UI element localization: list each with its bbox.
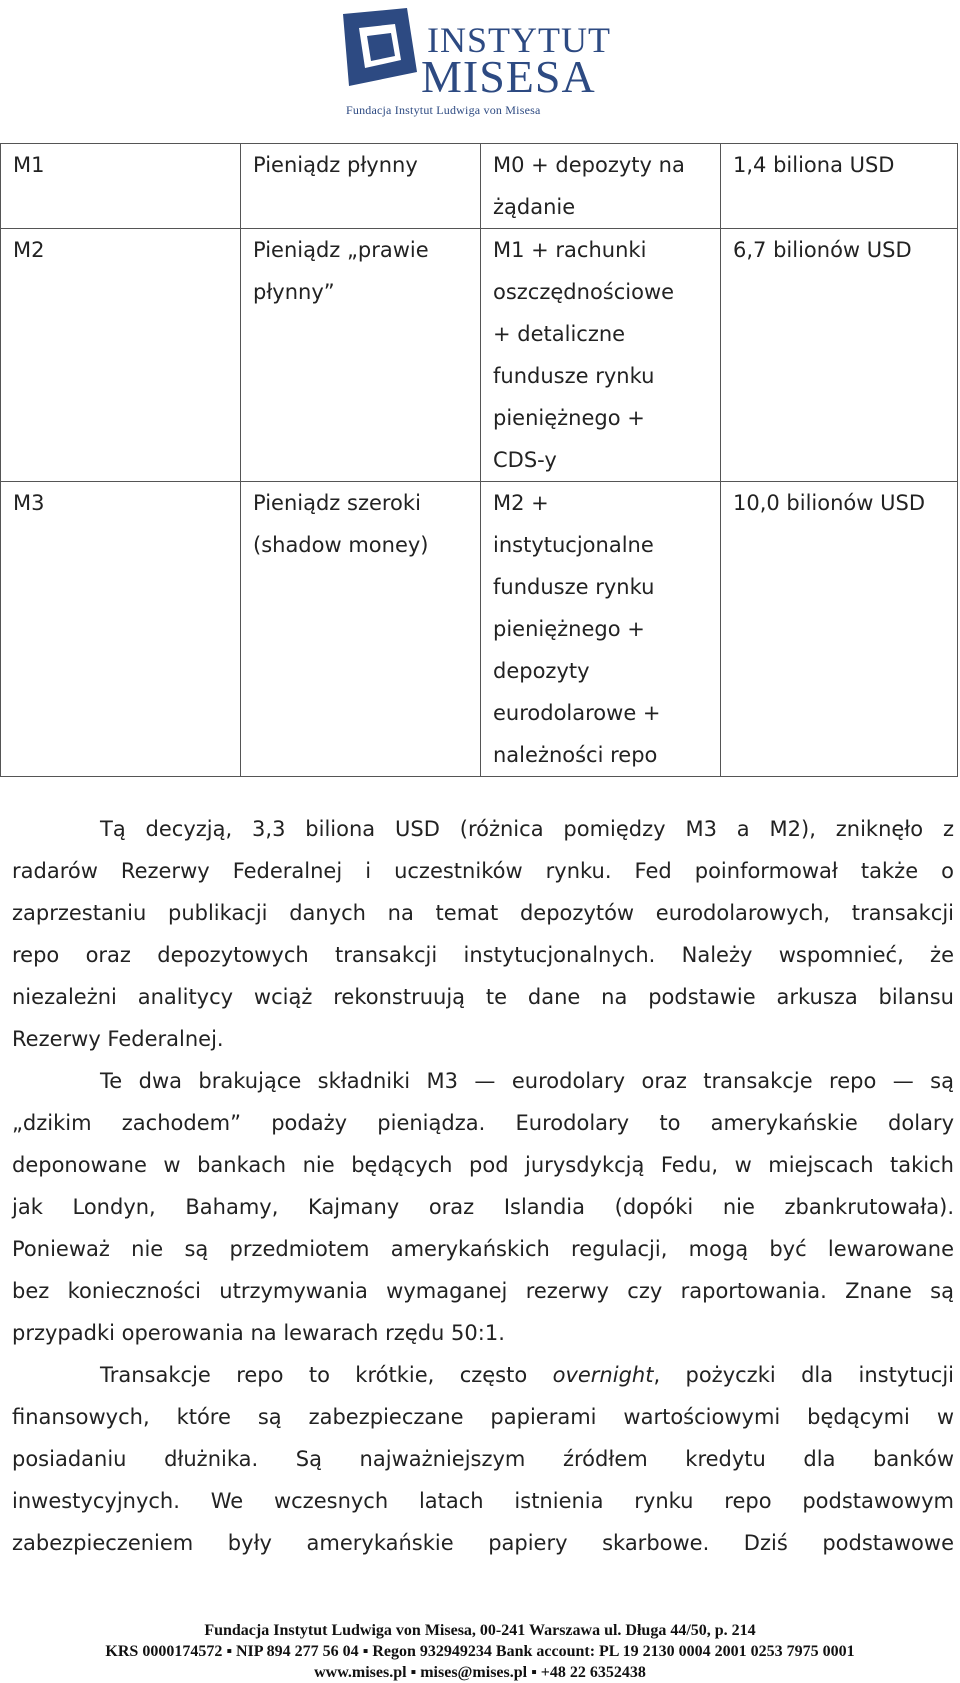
cell-text: eurodolarowe + [493, 701, 661, 725]
logo-subtitle: Fundacja Instytut Ludwiga von Misesa [346, 103, 541, 117]
cell-text: pieniężnego + [493, 617, 645, 641]
table-cell [241, 482, 481, 777]
paragraph-line: Te dwa brakujące składniki M3 — eurodolary oraz transakcje repo — są [100, 1069, 954, 1093]
footer-address: Fundacja Instytut Ludwiga von Misesa, 00-241 Warszawa ul. Długa 44/50, p. 214 [204, 1622, 756, 1639]
cell-text: M1 + rachunki [493, 238, 647, 262]
logo-word-instytut: INSTYTUT [427, 20, 611, 60]
table-cell [721, 229, 958, 482]
italic-term: overnight [552, 1363, 654, 1387]
paragraph-line: niezależni analitycy wciąż rekonstruują te dane na podstawie arkusza bilansu [12, 985, 954, 1009]
paragraph-line: „dzikim zachodem” podaży pieniądza. Eurodolary to amerykańskie dolary [12, 1111, 954, 1135]
logo-emblem-icon [337, 8, 419, 92]
paragraph-line: zabezpieczeniem były amerykańskie papiery skarbowe. Dziś podstawowe [12, 1531, 954, 1555]
table-cell [481, 229, 721, 482]
paragraph-line: Rezerwy Federalnej. [12, 1027, 224, 1051]
cell-text: 1,4 biliona USD [733, 153, 895, 177]
cell-text: M0 + depozyty na [493, 153, 685, 177]
paragraph-line: finansowych, które są zabezpieczane papierami wartościowymi będącymi w [12, 1405, 954, 1429]
paragraph-line: bez konieczności utrzymywania wymaganej rezerwy czy raportowania. Znane są [12, 1279, 954, 1303]
cell-text: Pieniądz „prawie [253, 238, 429, 262]
paragraph-line: Tą decyzją, 3,3 biliona USD (różnica pomiędzy M3 a M2), zniknęło z [100, 817, 954, 841]
cell-text: depozyty [493, 659, 590, 683]
footer-registration: KRS 0000174572 ▪ NIP 894 277 56 04 ▪ Regon 932949234 Bank account: PL 19 2130 0004 2001 0253 7975 0001 [105, 1643, 855, 1660]
logo-word-misesa: MISESA [421, 51, 596, 102]
cell-text: oszczędnościowe [493, 280, 675, 304]
table-cell [1, 229, 241, 482]
paragraph-line: inwestycyjnych. We wczesnych latach istnienia rynku repo podstawowym [12, 1489, 954, 1513]
cell-text: M1 [13, 153, 45, 177]
paragraph-line: jak Londyn, Bahamy, Kajmany oraz Islandia (dopóki nie zbankrutowała). [12, 1195, 954, 1219]
table-cell [1, 482, 241, 777]
table-cell [721, 144, 958, 229]
paragraph-line: przypadki operowania na lewarach rzędu 50:1. [12, 1321, 505, 1345]
cell-text: 6,7 bilionów USD [733, 238, 912, 262]
article-body [12, 808, 954, 1564]
paragraph-line: repo oraz depozytowych transakcji instytucjonalnych. Należy wspomnieć, że [12, 943, 954, 967]
page-footer [0, 1620, 960, 1683]
paragraph-line: zaprzestaniu publikacji danych na temat depozytów eurodolarowych, transakcji [12, 901, 954, 925]
footer-contact: www.mises.pl ▪ mises@mises.pl ▪ +48 22 6352438 [314, 1664, 646, 1681]
cell-text: płynny” [253, 280, 335, 304]
paragraph-line: posiadaniu dłużnika. Są najważniejszym źródłem kredytu dla banków [12, 1447, 954, 1471]
paragraph-1 [12, 808, 954, 1060]
cell-text: M2 [13, 238, 45, 262]
money-supply-table [0, 143, 958, 777]
table-row [1, 229, 958, 482]
cell-text: (shadow money) [253, 533, 429, 557]
paragraph-2 [12, 1060, 954, 1354]
institute-logo [337, 8, 627, 116]
table-row [1, 144, 958, 229]
cell-text: należności repo [493, 743, 658, 767]
cell-text: żądanie [493, 195, 576, 219]
cell-text: CDS-y [493, 448, 557, 472]
table-cell [721, 482, 958, 777]
paragraph-line: Transakcje repo to krótkie, często overnight, pożyczki dla instytucji [100, 1363, 954, 1387]
cell-text: Pieniądz płynny [253, 153, 418, 177]
cell-text: M3 [13, 491, 45, 515]
cell-text: fundusze rynku [493, 575, 655, 599]
table-row [1, 482, 958, 777]
table-cell [241, 229, 481, 482]
cell-text: + detaliczne [493, 322, 626, 346]
cell-text: pieniężnego + [493, 406, 645, 430]
cell-text: fundusze rynku [493, 364, 655, 388]
table-cell [481, 144, 721, 229]
paragraph-line: Ponieważ nie są przedmiotem amerykańskich regulacji, mogą być lewarowane [12, 1237, 954, 1261]
cell-text: instytucjonalne [493, 533, 654, 557]
table-cell [241, 144, 481, 229]
paragraph-line: deponowane w bankach nie będących pod jurysdykcją Fedu, w miejscach takich [12, 1153, 954, 1177]
paragraph-line: radarów Rezerwy Federalnej i uczestników rynku. Fed poinformował także o [12, 859, 954, 883]
table-cell [481, 482, 721, 777]
paragraph-3 [12, 1354, 954, 1564]
table-cell [1, 144, 241, 229]
cell-text: M2 + [493, 491, 549, 515]
cell-text: 10,0 bilionów USD [733, 491, 925, 515]
cell-text: Pieniądz szeroki [253, 491, 421, 515]
